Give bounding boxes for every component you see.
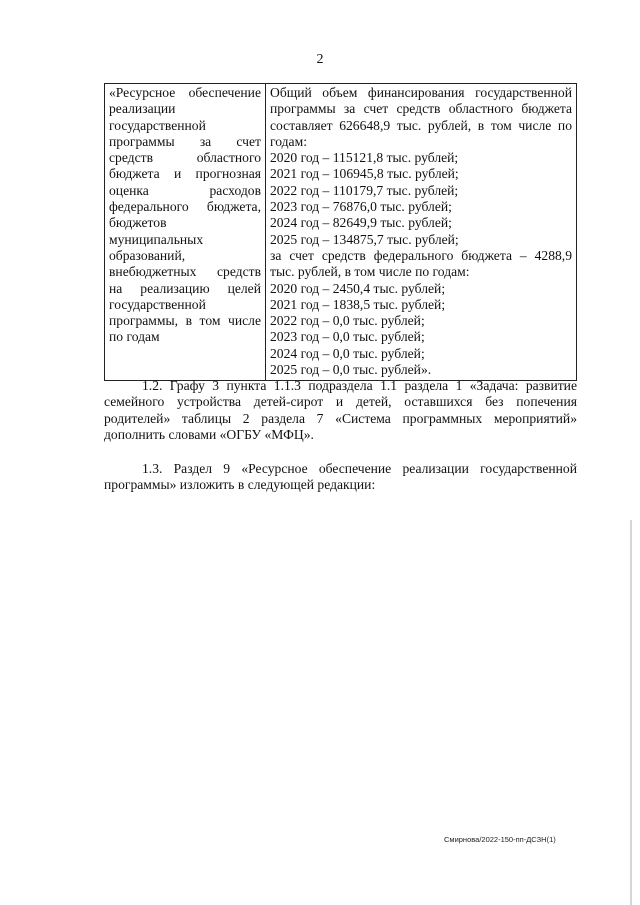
federal-year-line: 2024 год – 0,0 тыс. рублей; [270, 345, 425, 361]
left-line: программы за счет [109, 133, 261, 149]
left-line: бюджетов [109, 215, 167, 231]
left-line: оценка расходов [109, 182, 261, 198]
table-row [105, 84, 577, 381]
regional-year-line: 2025 год – 134875,7 тыс. рублей; [270, 231, 459, 247]
left-line: федерального бюджета, [109, 199, 261, 215]
regional-year-line: 2020 год – 115121,8 тыс. рублей; [270, 150, 459, 166]
federal-year-line: 2022 год – 0,0 тыс. рублей; [270, 313, 425, 329]
federal-year-line: 2025 год – 0,0 тыс. рублей». [270, 362, 432, 378]
resource-value-cell [266, 84, 577, 381]
regional-budget-intro: Общий объем финансирования государственной программы за счет средств областного бюджета составляет 626648,9 тыс. рублей, в том числе по годам: [270, 85, 572, 149]
left-line: «Ресурсное обеспечение [109, 85, 261, 100]
left-line: государственной [109, 117, 206, 133]
left-line: образований, [109, 247, 186, 263]
left-line: программы, в том числе [109, 313, 261, 329]
left-line: по годам [109, 329, 160, 345]
regional-year-line: 2021 год – 106945,8 тыс. рублей; [270, 166, 459, 182]
federal-year-line: 2020 год – 2450,4 тыс. рублей; [270, 280, 446, 296]
page-number: 2 [316, 52, 324, 67]
resource-label-cell [105, 84, 266, 381]
federal-year-line: 2021 год – 1838,5 тыс. рублей; [270, 296, 446, 312]
federal-year-line: 2023 год – 0,0 тыс. рублей; [270, 329, 425, 345]
left-line: реализации [109, 101, 176, 117]
left-line: бюджета и прогнозная [109, 166, 261, 182]
document-code-footer: Смирнова/2022-150-пп-ДСЗН(1) [444, 835, 556, 844]
regional-year-line: 2022 год – 110179,7 тыс. рублей; [270, 182, 459, 198]
regional-year-line: 2023 год – 76876,0 тыс. рублей; [270, 199, 452, 215]
left-line: государственной [109, 296, 206, 312]
federal-budget-intro: за счет средств федерального бюджета – 4288,9 тыс. рублей, в том числе по годам: [270, 247, 572, 280]
left-line: внебюджетных средств [109, 264, 261, 280]
scan-edge-shadow [630, 520, 632, 905]
left-line: муниципальных [109, 231, 204, 247]
left-line: средств областного [109, 150, 261, 166]
regional-year-line: 2024 год – 82649,9 тыс. рублей; [270, 215, 452, 231]
paragraph-1-2: 1.2. Графу 3 пункта 1.1.3 подраздела 1.1 раздела 1 «Задача: развитие семейного устройства детей-сирот и детей, оставшихся без попечения родителей» таблицы 2 раздела 7 «Система программных мероприятий» дополнить словами «ОГБУ «МФЦ». [104, 378, 577, 442]
left-line: на реализацию целей [109, 280, 261, 296]
resource-table [104, 83, 577, 381]
paragraph-1-3: 1.3. Раздел 9 «Ресурсное обеспечение реализации государственной программы» изложить в следующей редакции: [104, 461, 577, 493]
